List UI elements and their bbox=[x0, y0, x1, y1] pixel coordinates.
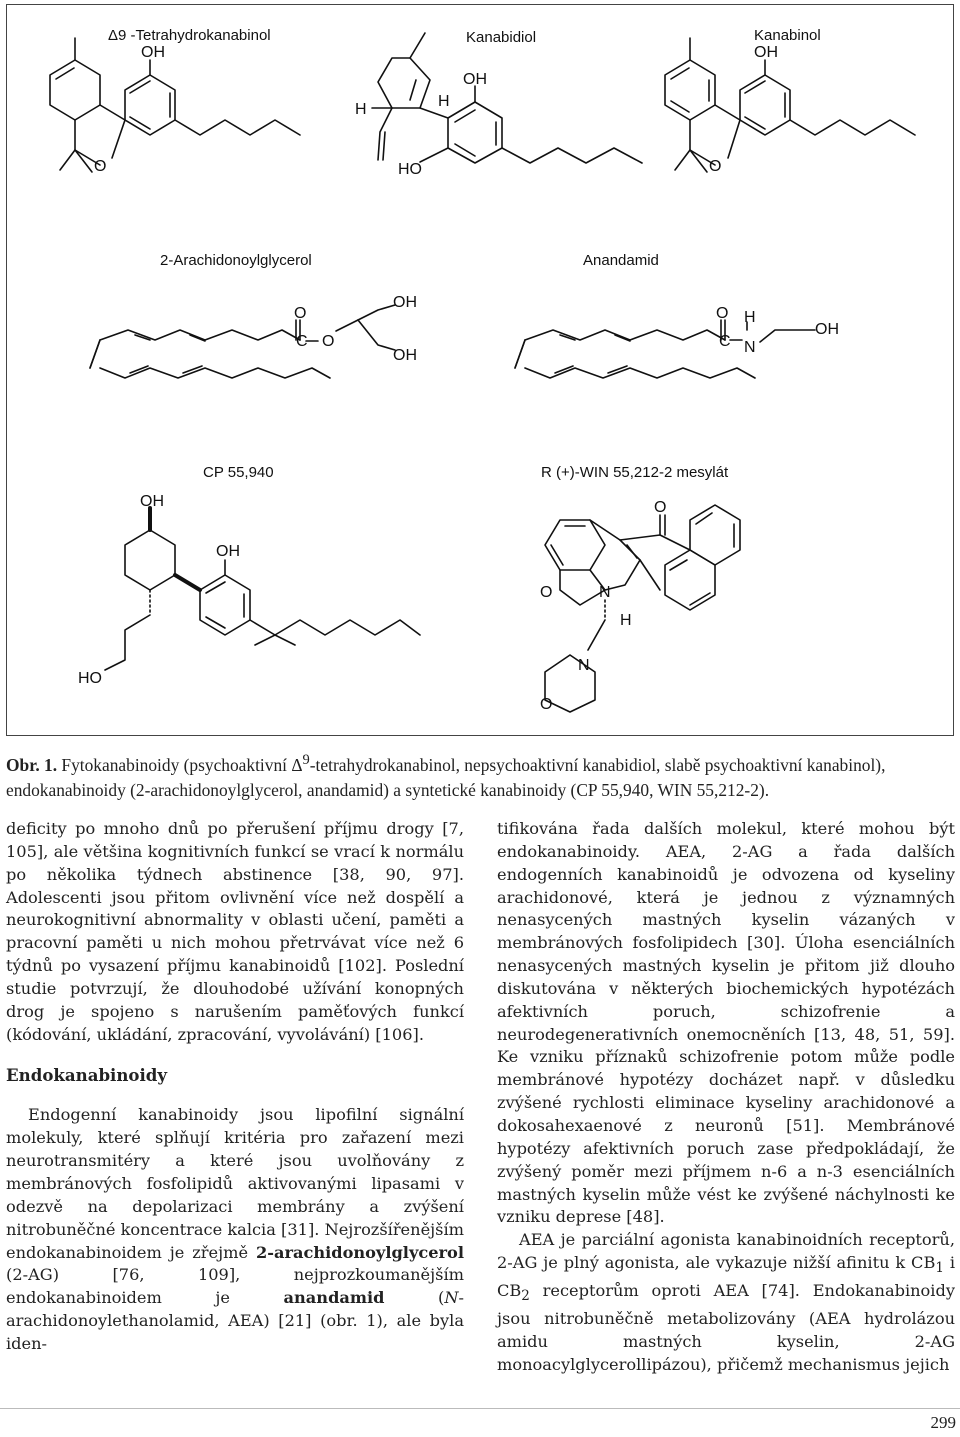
right-paragraph-2: AEA je parciální agonista kanabinoidních receptorů, 2-AG je plný agonista, ale vykazuje nižší afinitu k $CB_1$ i $CB_2$ receptorům oproti AEA [74]. Endokanabinoidy jsou nitrobuněčně metabolizovány (AEA hydrolázou amidu mastných kyselin, 2-AG monoacylglycerollipázou), přičemž mechanismus jejich bbox=[497, 1230, 955, 1374]
label-cbn: Kanabinol bbox=[754, 27, 821, 44]
label-cp: CP 55,940 bbox=[203, 464, 274, 481]
right-column bbox=[497, 818, 955, 1377]
caption-text-2: -tetrahydrokanabinol, nepsychoaktivní kanabidiol, slabě psychoaktivní kanabinol), endokanabinoidy (2-arachidonoylglycerol, anandamid) a syntetické kanabinoidy (CP 55,940, WIN 55,212-2). bbox=[6, 754, 886, 800]
label-win: R (+)-WIN 55,212-2 mesylát bbox=[541, 464, 729, 481]
svg-text:OH: OH bbox=[393, 294, 417, 311]
svg-text:H: H bbox=[438, 93, 450, 110]
svg-text:OH: OH bbox=[815, 321, 839, 338]
label-thc: Δ9 -Tetrahydrokanabinol bbox=[108, 27, 271, 44]
svg-text:O: O bbox=[94, 158, 107, 175]
svg-text:O: O bbox=[540, 584, 553, 601]
svg-text:OH: OH bbox=[463, 71, 487, 88]
svg-text:C: C bbox=[719, 333, 731, 350]
svg-text:O: O bbox=[294, 305, 307, 322]
footer-rule bbox=[0, 1408, 960, 1409]
label-aea: Anandamid bbox=[583, 252, 659, 269]
term-anandamid: anandamid bbox=[283, 1288, 385, 1308]
figure-caption bbox=[6, 748, 954, 803]
caption-lead: Obr. 1. bbox=[6, 754, 58, 775]
svg-text:H: H bbox=[744, 309, 756, 326]
svg-text:O: O bbox=[322, 333, 335, 350]
svg-text:OH: OH bbox=[754, 44, 778, 61]
svg-text:N: N bbox=[578, 657, 590, 674]
section-heading: Endokanabinoidy bbox=[6, 1065, 168, 1086]
left-paragraph-2: Endogenní kanabinoidy jsou lipofilní signální molekuly, které splňují kritéria pro zařazení mezi neurotransmitéry a které jsou uvolňovány z membránových fosfolipidů aktivovanými lipasami v odezvě na depolarizaci membrány a zvýšení nitrobuněčné koncentrace kalcia [31]. Nejrozšířenějším endokanabinoidem je zřejmě 2-arachidonoylglycerol (2-AG) [76, 109], nejprozkoumanějším endokanabinoidem je anandamid (N-arachidonoylethanolamid, AEA) [21] (obr. 1), ale byla iden- bbox=[6, 1105, 464, 1353]
svg-text:N: N bbox=[599, 584, 611, 601]
svg-text:H: H bbox=[620, 612, 632, 629]
win55212-structure bbox=[545, 505, 740, 712]
svg-text:O: O bbox=[540, 696, 553, 713]
svg-text:N: N bbox=[744, 339, 756, 356]
caption-text-1: Fytokanabinoidy (psychoaktivní Δ bbox=[57, 754, 303, 775]
caption-superscript: 9 bbox=[302, 752, 310, 768]
svg-text:OH: OH bbox=[216, 543, 240, 560]
svg-text:OH: OH bbox=[140, 493, 164, 510]
label-2ag: 2-Arachidonoylglycerol bbox=[160, 252, 312, 269]
page-number: 299 bbox=[930, 1413, 956, 1432]
svg-text:H: H bbox=[355, 101, 367, 118]
svg-text:C: C bbox=[296, 333, 308, 350]
svg-text:HO: HO bbox=[398, 161, 422, 178]
svg-text:O: O bbox=[716, 305, 729, 322]
svg-text:OH: OH bbox=[393, 347, 417, 364]
cbd-structure bbox=[372, 33, 642, 163]
svg-text:HO: HO bbox=[78, 670, 102, 687]
svg-text:OH: OH bbox=[141, 44, 165, 61]
left-column bbox=[6, 818, 464, 1356]
2ag-structure bbox=[90, 305, 395, 378]
aea-structure bbox=[515, 320, 815, 378]
left-paragraph-1: deficity po mnoho dnů po přerušení příjmu drogy [7, 105], ale většina kognitivních funkcí se vrací k normálu po několika týdnech abstinence [38, 90, 97]. Adolescenti jsou přitom ovlivnění více než dospělí a neurokognitivní abnormality v oblasti učení, paměti a pracovní paměti u nich mohou přetrvávat více než 6 týdnů po vysazení příjmu kanabinoidů [102]. Poslední studie potvrzují, že dlouhodobé užívání konopných drog je spojeno s narušením paměťových funkcí (kódování, ukládání, zpracování, vyvolávání) [106]. bbox=[6, 819, 464, 1044]
cbn-structure bbox=[665, 38, 915, 172]
term-2ag: 2-arachidonoylglycerol bbox=[255, 1242, 464, 1262]
svg-text:O: O bbox=[709, 158, 722, 175]
label-cbd: Kanabidiol bbox=[466, 29, 537, 46]
thc-structure bbox=[50, 38, 300, 172]
atom-labels bbox=[78, 44, 839, 713]
cp55940-structure bbox=[105, 508, 420, 670]
right-paragraph-1: tifikována řada dalších molekul, které mohou být endokanabinoidy. AEA, 2-AG a řada dalších endogenních kanabinoidů je odvozena od kyseliny arachidonové, která je jednou z významných nenasycených mastných kyselin vázaných v membránových fosfolipidech [30]. Úloha esenciálních nenasycených mastných kyselin je přitom již dlouho diskutována v některých biochemických hypotézách afektivních poruch, schizofrenie a neurodegenerativních onemocněních [13, 48, 51, 59]. Ke vzniku příznaků schizofrenie potom může podle membránové hypotézy docházet např. v důsledku zvýšené rychlosti eliminace kyseliny arachidonové a dokosahexaenové z neuronů [51]. Membránové hypotézy afektivních poruch zase předpokládají, že zvýšený poměr mezi příjmem n-6 a n-3 esenciálních mastných kyselin může vést ke zvýšené náchylnosti ke vzniku deprese [48]. bbox=[497, 819, 955, 1227]
svg-text:O: O bbox=[654, 499, 667, 516]
